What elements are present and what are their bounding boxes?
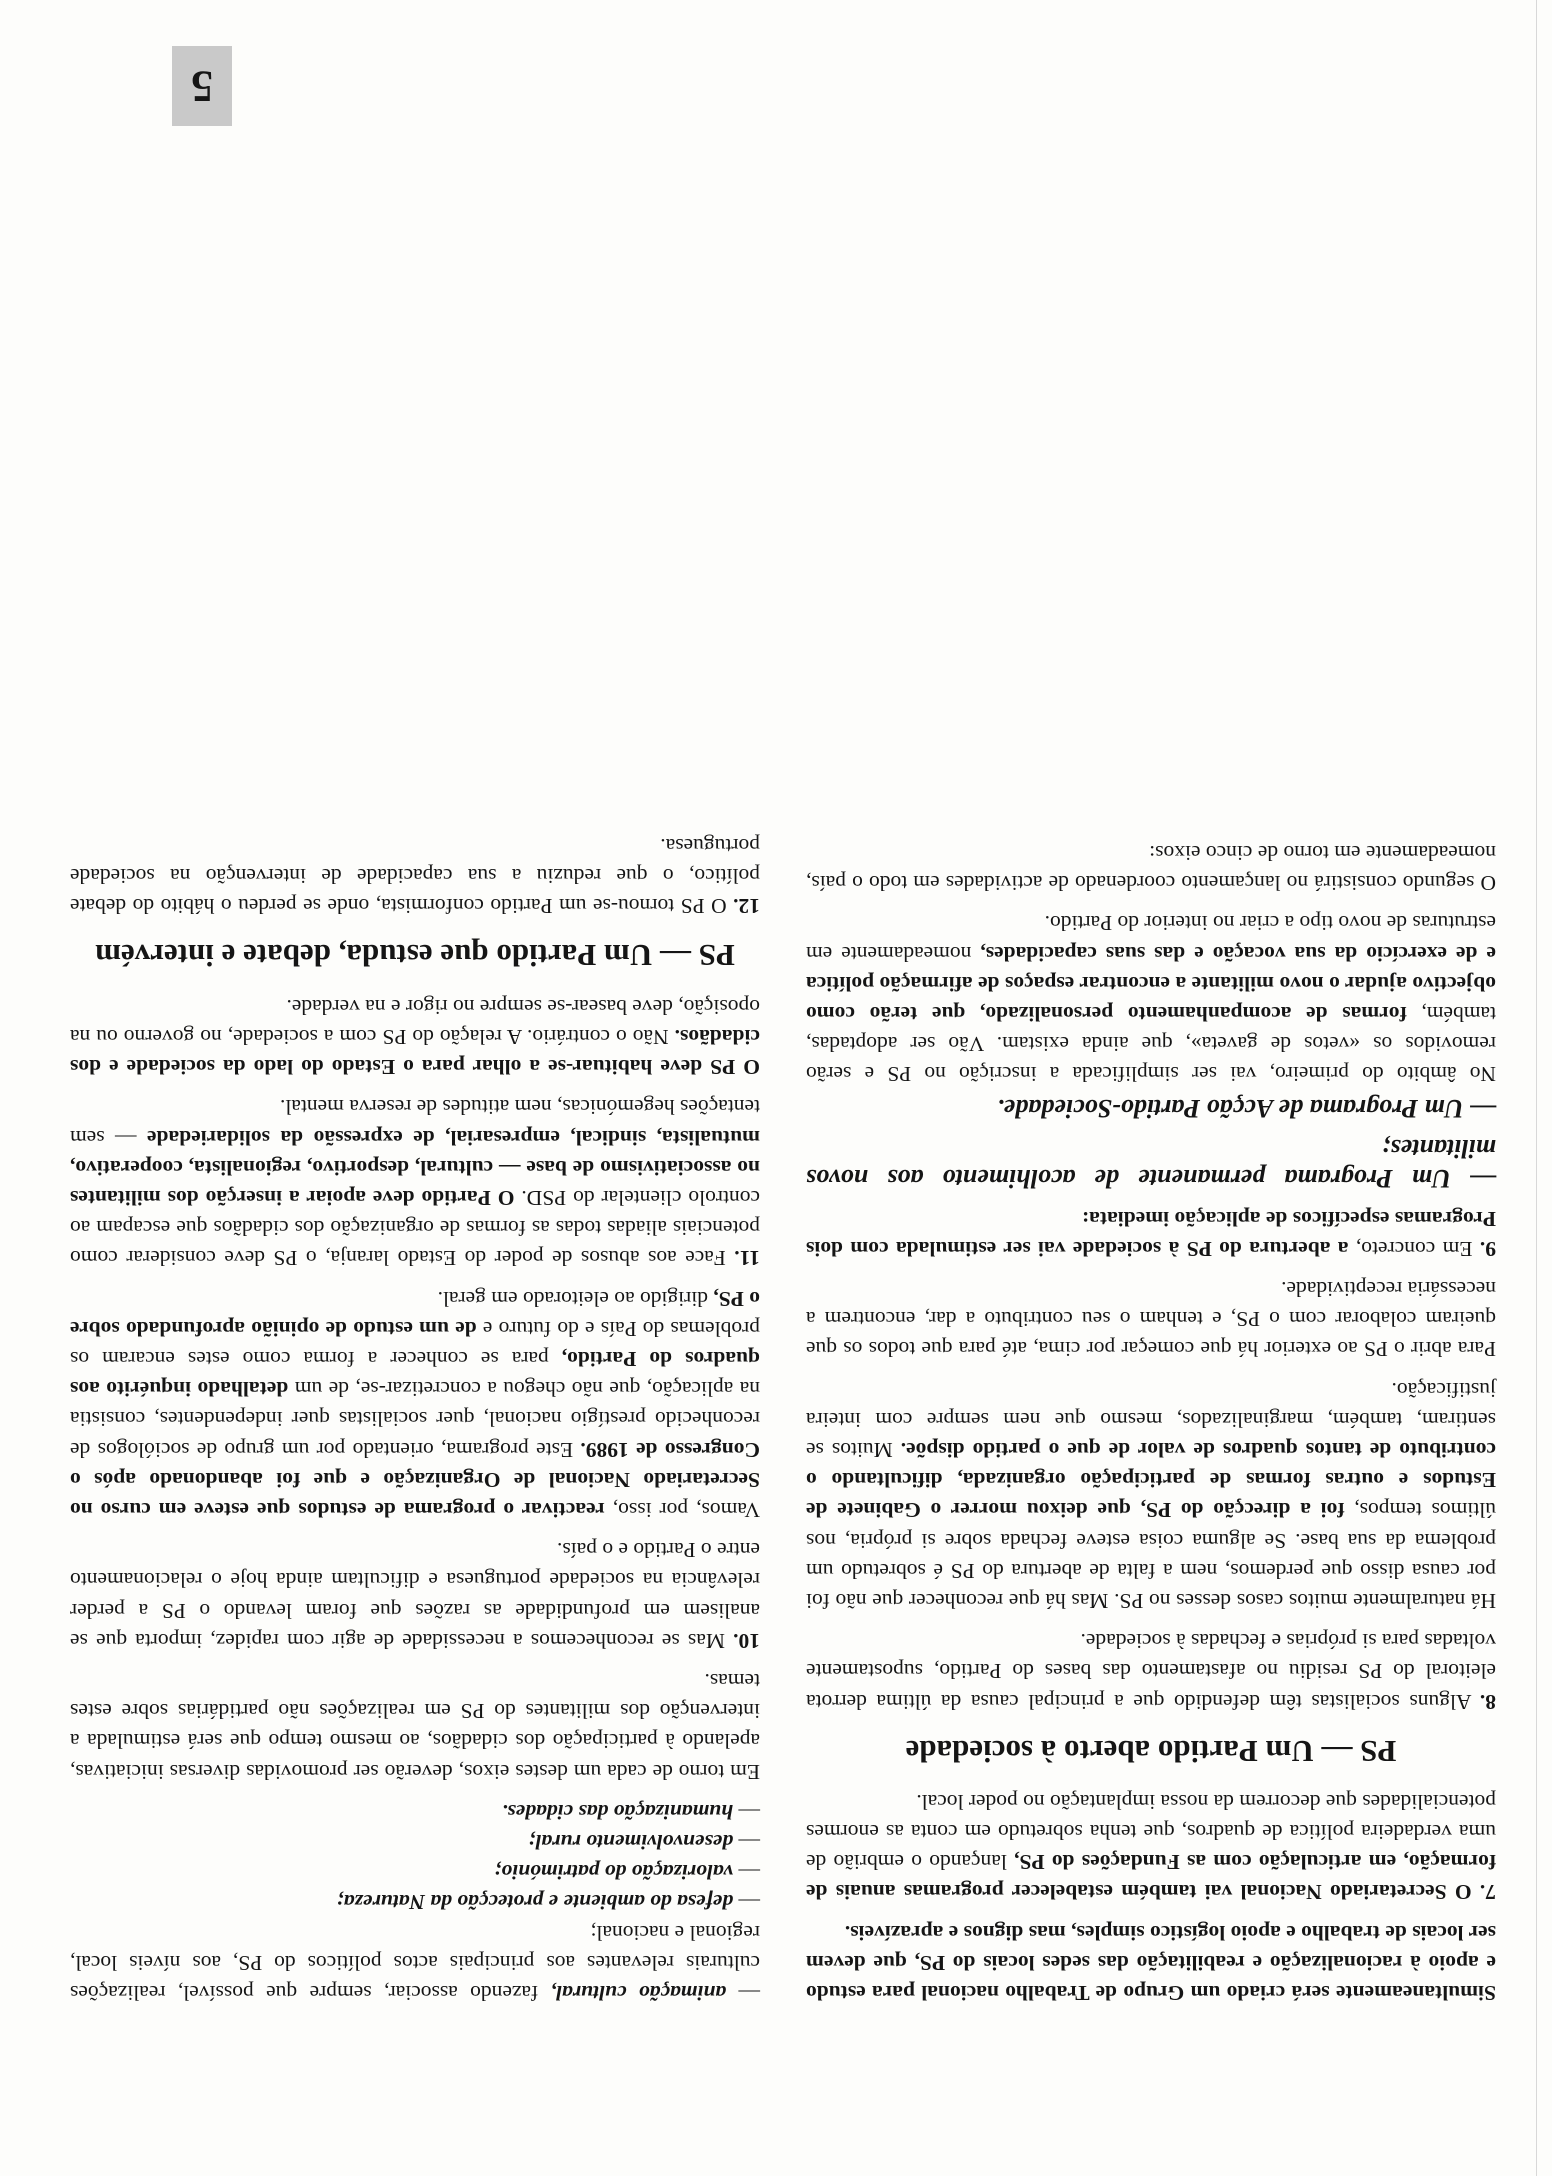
paragraph: O PS deve habituar-se a olhar para o Estado do lado da sociedade e dos cidadãos. Não o contrário. A relação do PS com a sociedade, no governo ou na oposição, deve basear-se sempre no rigor e na verdade. [69,994,760,1080]
paragraph-11: 11. Face aos abusos de poder do Estado laranja, o PS deve considerar como potenciais aliadas todas as formas de organização dos cidadãos que escapam ao controlo clientelar do PSD. O Partido deve apoiar a inserção dos militantes no associativismo de base — cultural, desportivo, regionalista, cooperativo, mutualista, sindical, empresarial, de expressão da solidariedade — sem tentações hegemónicas, nem atitudes de reserva mental. [69,1095,760,1271]
program-heading: — Um Programa de Acção Partido-Sociedade. [997,1094,1496,1124]
list-item: — valorização do património; [494,1860,760,1885]
list-item: — humanização das cidades. [501,1799,760,1824]
scan-edge [1536,0,1537,2176]
paragraph: O segundo consistirá no lançamento coordenado de actividades em todo o país, nomeadamente em torno de cinco eixos: [806,840,1496,896]
list-item: — animação cultural, fazendo associar, sempre que possível, realizações culturais relevantes aos principais actos políticos do PS, aos níveis local, regional e nacional; [69,1920,760,2005]
axes-list [70,1797,760,2008]
section-heading: PS — Um Partido que estuda, debate e intervém [95,938,735,974]
paragraph-10: 10. Mas se reconhecemos a necessidade de agir com rapidez, importa que se analisem em profundidade as razões que foram levando o PS a perder relevância na sociedade portuguesa e dificultam ainda hoje o relacionamento entre o Partido e o país. [69,1538,760,1653]
paragraph: Para abrir o PS ao exterior há que começar por cima, até para que todos os que queiram colaborar com o PS, e tenham o seu contributo a dar, encontrem a necessária receptividade. [806,1276,1496,1362]
paragraph-7: 7. O Secretariado Nacional vai também estabelecer programas anuais de formação, em articulação com as Fundações do PS, lançando o embrião de uma verdadeira política de quadros, que tenha sobretudo em conta as enormes potencialidades que decorrem da nossa implantação no poder local. [805,1789,1496,1905]
page-number: 5 [172,46,232,126]
right-column [70,821,760,2008]
paragraph: Há naturalmente muitos casos desses no PS. Mas há que reconhecer que não foi por causa disso que perdemos, nem a falta de abertura do PS é sobretudo um problema da sua base. Se alguma coisa esteve fechada sobre si própria, nos últimos tempos, foi a direcção do PS, que deixou morrer o Gabinete de Estudos e outras formas de participação organizada, dificultando o contributo de tantos quadros de valor de que o partido dispõe. Muitos se sentiram, também, marginalizados, mesmo que nem sempre com inteira justificação. [805,1377,1496,1613]
paragraph: Em torno de cada um destes eixos, deverão ser promovidas diversas iniciativas, apelando à participação dos cidadãos, ao mesmo tempo que será estimulada a intervenção dos militantes do PS em realizações não partidárias sobre estes temas. [70,1668,760,1784]
paragraph-12: 12. O PS tornou-se um Partido conformista, onde se perdeu o hábito do debate político, o que reduziu a sua capacidade de intervenção na sociedade portuguesa. [70,834,760,919]
left-column [806,828,1496,2008]
paragraph: Simultaneamente será criado um Grupo de Trabalho nacional para estudo e apoio à racionalização e reabilitação das sedes locais do PS, que devem ser locais de trabalho e apoio logístico simples, mas dignos e aprazíveis. [806,1920,1496,2005]
section-heading: PS — Um Partido aberto à sociedade [905,1733,1397,1769]
paragraph-9: 9. Em concreto, a abertura do PS à sociedade vai ser estimulada com dois Programas específicos de aplicação imediata: [805,1206,1496,1261]
paragraph-8: 8. Alguns socialistas têm defendido que a principal causa da última derrota eleitoral do PS residiu no afastamento das bases do Partido, supostamente voltadas para si próprias e fechadas à sociedade. [806,1629,1496,1714]
list-item: — defesa do ambiente e protecção da Natureza; [336,1890,760,1915]
paragraph: Vamos, por isso, reactivar o programa de estudos que esteve em curso no Secretariado Nacional de Organização e que foi abandonado após o Congresso de 1989. Este programa, orientado por um grupo de sociólogos de reconhecido prestígio nacional, quer socialistas quer independentes, consistia na aplicação, que não chegou a concretizar-se, de um detalhado inquérito aos quadros do Partido, para se conhecer a forma como estes encaram os problemas do País e do futuro e de um estudo de opinião aprofundado sobre o PS, dirigido ao eleitorado em geral. [69,1286,760,1522]
paragraph: No âmbito do primeiro, vai ser simplificada a inscrição no PS e serão removidos os «vetos de gaveta», que ainda existam. Vão ser adoptadas, também, formas de acompanhamento personalizado, que terão como objectivo ajudar o novo militante a encontrar espaços de afirmação política e de exercício da sua vocação e das suas capacidades, nomeadamente em estruturas de novo tipo a criar no interior do Partido. [805,911,1496,1087]
list-item: — desenvolvimento rural; [528,1829,760,1854]
program-heading: — Um Programa permanente de acolhimento aos novos militantes; [806,1134,1496,1194]
